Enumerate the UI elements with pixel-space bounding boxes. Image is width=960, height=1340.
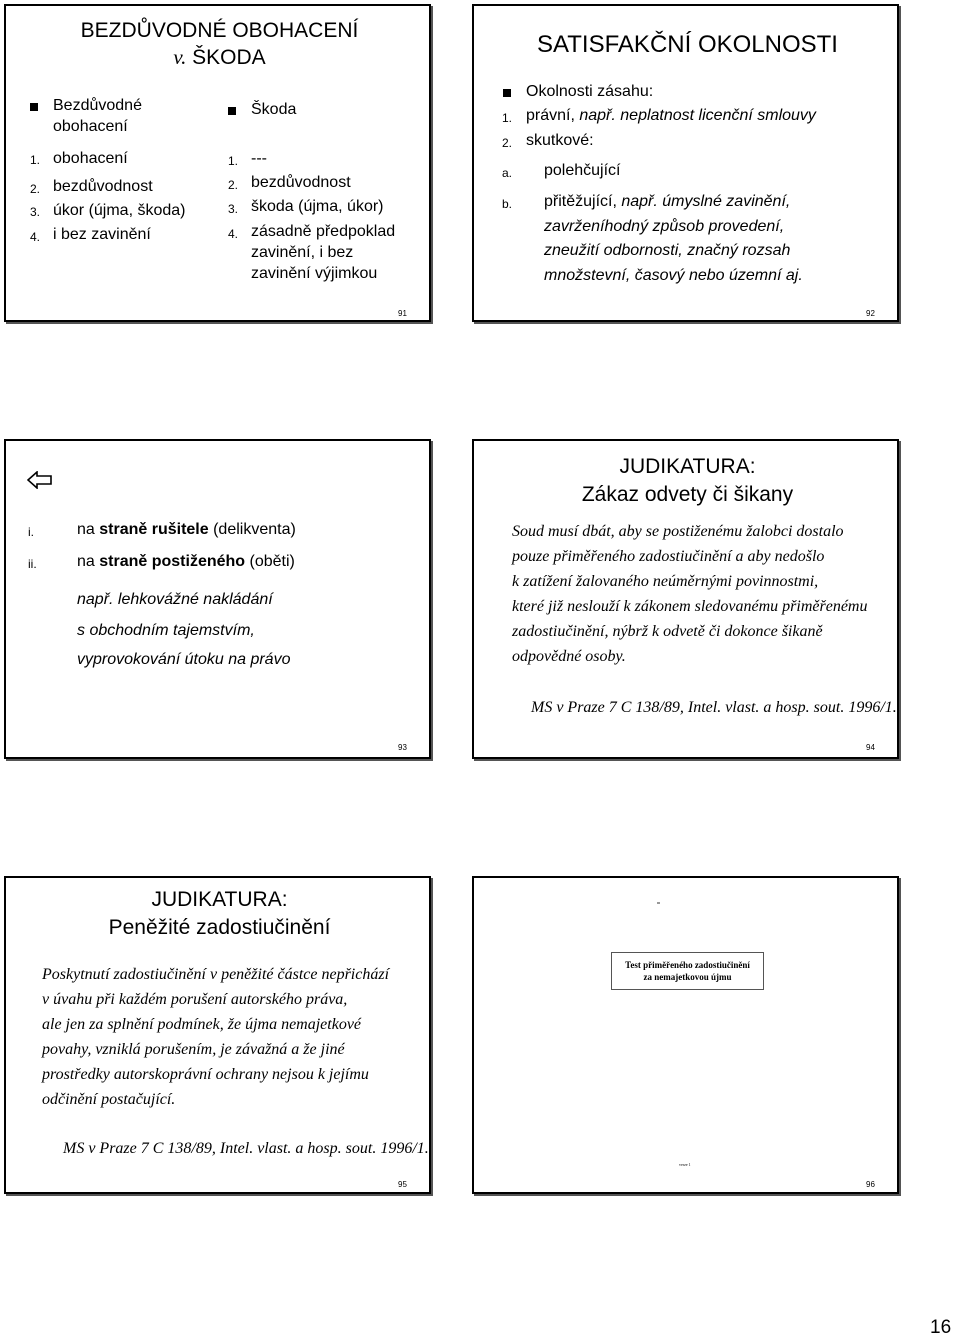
left-item-number: 4. xyxy=(30,230,41,244)
item-number: 2. xyxy=(502,136,513,150)
test-title-line2: za nemajetkovou újmu xyxy=(643,972,732,982)
right-item: --- xyxy=(251,150,267,167)
right-heading: Škoda xyxy=(251,101,297,118)
example-line: s obchodním tajemstvím, xyxy=(77,622,255,639)
slide-96 xyxy=(472,876,899,1194)
slide-title xyxy=(6,886,433,942)
left-heading-line1: Bezdůvodné xyxy=(53,97,142,114)
slide-93 xyxy=(4,439,431,759)
ruling-line: v úvahu při každém porušení autorského práva, xyxy=(42,991,348,1008)
left-item: obohacení xyxy=(53,150,128,167)
right-item-number: 1. xyxy=(228,154,239,168)
item-legal-example: např. neplatnost licenční smlouvy xyxy=(579,107,816,124)
party-offender-bold: straně rušitele xyxy=(99,521,209,538)
item-letter: a. xyxy=(502,166,513,180)
item-number: 1. xyxy=(502,111,513,125)
page-number: 95 xyxy=(398,1180,407,1189)
ruling-line: ale jen za splnění podmínek, že újma nemajetkové xyxy=(42,1016,362,1033)
scan-speck xyxy=(657,902,660,904)
left-item: bezdůvodnost xyxy=(53,178,153,195)
slide-95 xyxy=(4,876,431,1194)
test-title-line1: Test přiměřeného zadostiučinění xyxy=(625,960,750,970)
right-item-continuation: zavinění výjimkou xyxy=(251,265,378,282)
ruling-line: povahy, vzniklá porušením, je závažná a že jiné xyxy=(42,1041,345,1058)
title-skoda: ŠKODA xyxy=(186,46,266,69)
item-aggravating-label: přitěžující, xyxy=(544,193,622,210)
ruling-line: pouze přiměřeného zadostiučinění a aby nedošlo xyxy=(512,548,825,565)
slide-title xyxy=(6,18,433,71)
item-mitigating: polehčující xyxy=(544,162,621,179)
ruling-line: které již neslouží k zákonem sledovanému přiměřenému xyxy=(512,598,868,615)
item-aggravating-continuation: množstevní, časový nebo územní aj. xyxy=(544,267,803,284)
item-number: i. xyxy=(28,525,34,539)
ruling-line: Poskytnutí zadostiučinění v peněžité částce nepřichází xyxy=(42,966,390,983)
ruling-line: k zatížení žalovaného neúměrnými povinnostmi, xyxy=(512,573,819,590)
left-item-number: 3. xyxy=(30,205,41,219)
ruling-line: odčinění postačující. xyxy=(42,1091,176,1108)
party-offender-pre: na xyxy=(77,521,100,538)
party-victim-post: (oběti) xyxy=(245,553,295,570)
party-offender xyxy=(77,519,296,541)
right-item-number: 4. xyxy=(228,227,239,241)
item-number: ii. xyxy=(28,557,37,571)
section-heading: Okolnosti zásahu: xyxy=(526,83,654,100)
slide-title-line1: JUDIKATURA: xyxy=(151,888,288,911)
bullet-icon xyxy=(30,103,38,111)
right-item-number: 2. xyxy=(228,178,239,192)
right-item: bezdůvodnost xyxy=(251,174,351,191)
page-number: 93 xyxy=(398,743,407,752)
ruling-text xyxy=(512,519,892,669)
bullet-icon xyxy=(503,89,511,97)
ruling-line: prostředky autorskoprávní ochrany nejsou k jejímu xyxy=(42,1066,369,1083)
slide-title-line2 xyxy=(6,44,433,71)
slide-title-line1: JUDIKATURA: xyxy=(619,455,756,478)
item-aggravating-continuation: zavrženíhodný způsob provedení, xyxy=(544,218,785,235)
item-aggravating-example: např. úmyslné zavinění, xyxy=(621,193,791,210)
slide-title: SATISFAKČNÍ OKOLNOSTI xyxy=(537,31,838,58)
left-item-number: 1. xyxy=(30,153,41,167)
item-legal-label: právní, xyxy=(526,107,580,124)
test-title-box xyxy=(611,952,764,990)
slide-94 xyxy=(472,439,899,759)
right-item: zásadně předpoklad xyxy=(251,223,396,240)
left-item-number: 2. xyxy=(30,182,41,196)
ruling-line: Soud musí dbát, aby se postiženému žalobci dostalo xyxy=(512,523,844,540)
slide-title-line2: Zákaz odvety či šikany xyxy=(581,483,794,506)
item-factual: skutkové: xyxy=(526,132,594,149)
party-offender-post: (delikventa) xyxy=(208,521,296,538)
slide-title-line1: BEZDŮVODNÉ OBOHACENÍ xyxy=(80,19,359,42)
left-item: i bez zavinění xyxy=(53,226,151,243)
item-aggravating-continuation: zneužití odbornosti, značný rozsah xyxy=(544,242,791,259)
title-versus: v. xyxy=(173,45,187,69)
page-number: 96 xyxy=(866,1180,875,1189)
item-legal xyxy=(526,105,816,127)
item-aggravating xyxy=(544,191,790,213)
slide-title-line2: Peněžité zadostiučinění xyxy=(108,916,331,939)
sheet-page-number: 16 xyxy=(930,1317,952,1338)
right-item-continuation: zavinění, i bez xyxy=(251,244,354,261)
slide-92 xyxy=(472,4,899,322)
party-victim xyxy=(77,551,295,573)
left-heading-line2: obohacení xyxy=(53,118,128,135)
example-line: vyprovokování útoku na právo xyxy=(77,651,291,668)
page-number: 94 xyxy=(866,743,875,752)
citation: MS v Praze 7 C 138/89, Intel. vlast. a hosp. sout. 1996/1. xyxy=(63,1140,429,1157)
example-line: např. lehkovážné nakládání xyxy=(77,591,273,608)
party-victim-bold: straně postiženého xyxy=(99,553,246,570)
slide-91 xyxy=(4,4,431,322)
ruling-line: zadostiučinění, nýbrž k odvetě či dokonce šikaně xyxy=(512,623,823,640)
bullet-icon xyxy=(228,107,236,115)
left-arrow-icon xyxy=(27,471,53,494)
right-item-number: 3. xyxy=(228,202,239,216)
right-item: škoda (újma, úkor) xyxy=(251,198,384,215)
ruling-line: odpovědné osoby. xyxy=(512,648,626,665)
page-number: 92 xyxy=(866,309,875,318)
citation: MS v Praze 7 C 138/89, Intel. vlast. a hosp. sout. 1996/1. xyxy=(531,699,897,716)
party-victim-pre: na xyxy=(77,553,100,570)
slide-title xyxy=(474,453,901,509)
left-item: úkor (újma, škoda) xyxy=(53,202,186,219)
ruling-text xyxy=(42,962,422,1112)
page-number: 91 xyxy=(398,309,407,318)
version-label: verze 1 xyxy=(679,1162,691,1167)
item-letter: b. xyxy=(502,197,513,211)
